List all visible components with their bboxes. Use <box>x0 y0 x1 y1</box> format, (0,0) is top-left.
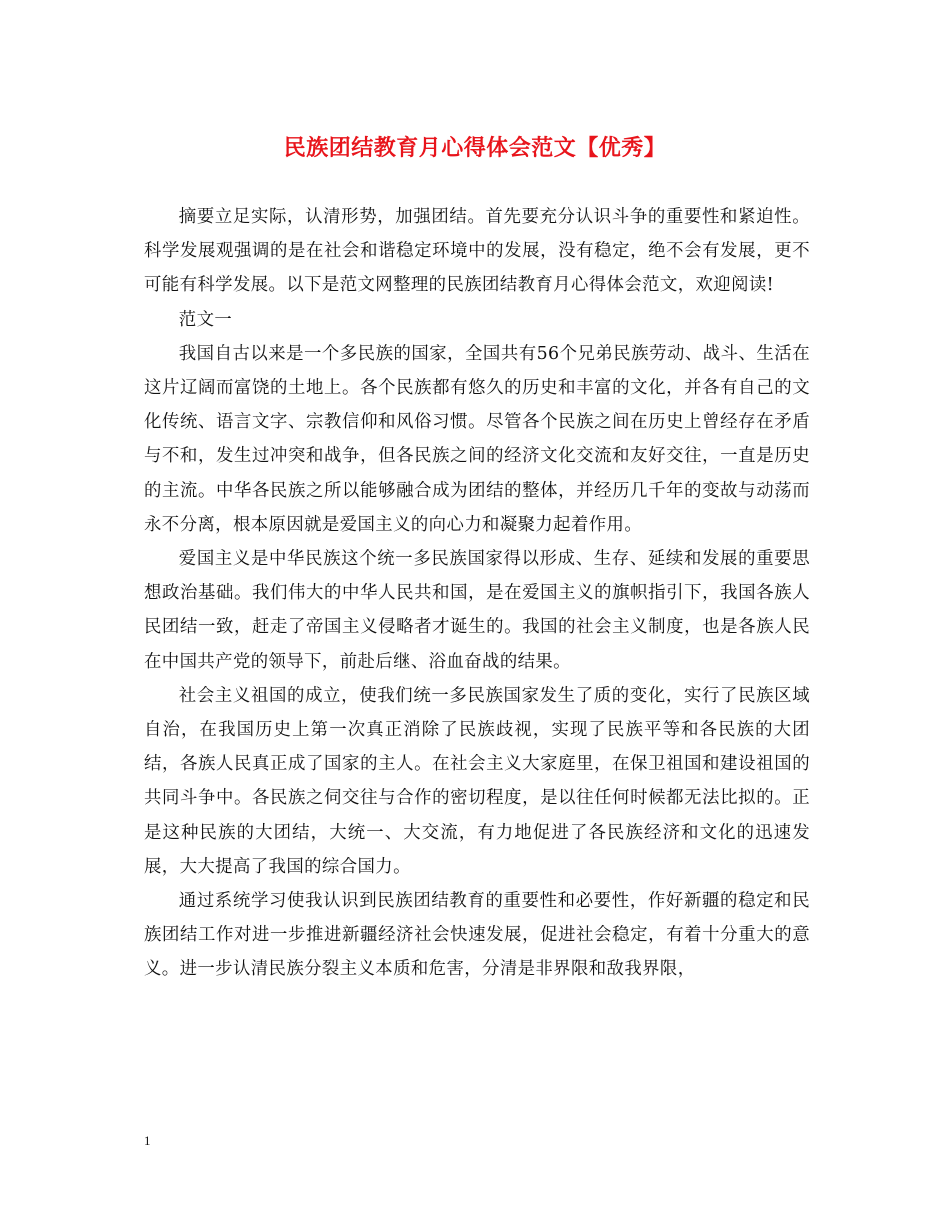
body-paragraph: 社会主义祖国的成立，使我们统一多民族国家发生了质的变化，实行了民族区域自治，在我国历史上第一次真正消除了民族歧视，实现了民族平等和各民族的大团结，各族人民真正成了国家的主人。在社会主义大家庭里，在保卫祖国和建设祖国的共同斗争中。各民族之伺交往与合作的密切程度，是以往任何时候都无法比拟的。正是这种民族的大团结，大统一、大交流，有力地促进了各民族经济和文化的迅速发展，大大提高了我国的综合国力。 <box>144 685 810 877</box>
document-title: 民族团结教育月心得体会范文【优秀】 <box>283 135 667 161</box>
page-number: 1 <box>144 1133 151 1148</box>
body-paragraph: 我国自古以来是一个多民族的国家，全国共有56个兄弟民族劳动、战斗、生活在这片辽阔而富饶的土地上。各个民族都有悠久的历史和丰富的文化，并各有自己的文化传统、语言文字、宗教信仰和风俗习惯。尽管各个民族之间在历史上曾经存在矛盾与不和，发生过冲突和战争，但各民族之间的经济文化交流和友好交往，一直是历史的主流。中华各民族之所以能够融合成为团结的整体，并经历几千年的变故与动荡而永不分离，根本原因就是爱国主义的向心力和凝聚力起着作用。 <box>144 343 810 535</box>
section-heading: 范文一 <box>178 309 233 330</box>
document-body <box>144 200 810 987</box>
body-paragraph: 爱国主义是中华民族这个统一多民族国家得以形成、生存、延续和发展的重要思想政治基础。我们伟大的中华人民共和国，是在爱国主义的旗帜指引下，我国各族人民团结一致，赶走了帝国主义侵略者才诞生的。我国的社会主义制度，也是各族人民在中国共产党的领导下，前赴后继、浴血奋战的结果。 <box>144 549 810 672</box>
abstract-paragraph: 摘要立足实际，认清形势，加强团结。首先要充分认识斗争的重要性和紧迫性。科学发展观强调的是在社会和谐稳定环境中的发展，没有稳定，绝不会有发展，更不可能有科学发展。以下是范文网整理的民族团结教育月心得体会范文，欢迎阅读! <box>144 207 810 296</box>
body-paragraph: 通过系统学习使我认识到民族团结教育的重要性和必要性，作好新疆的稳定和民族团结工作对进一步推进新疆经济社会快速发展，促进社会稳定，有着十分重大的意义。进一步认清民族分裂主义本质和危害，分清是非界限和敌我界限， <box>144 891 810 980</box>
